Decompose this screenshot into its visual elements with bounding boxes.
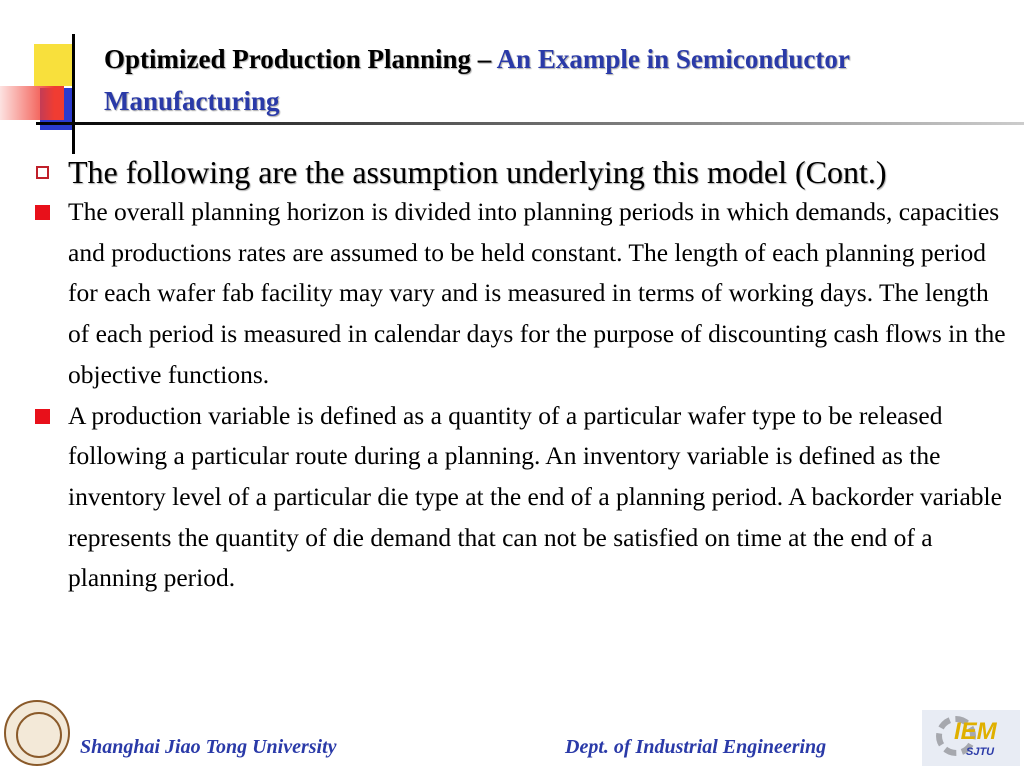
bullet-text: A production variable is defined as a quantity of a particular wafer type to be released following a particular route during a planning. An inventory variable is defined as the inventory level of a particular die type at the end of a planning period. A backorder variable represents the quantity of die demand that can not be satisfied on time at the end of a planning period. — [68, 400, 1002, 593]
title-plain: Optimized Production Planning – — [104, 44, 497, 74]
red-square-bullet-icon — [35, 205, 50, 220]
bullet-item — [30, 192, 1015, 396]
decor-vertical-line — [72, 34, 75, 154]
red-square-bullet-icon — [35, 409, 50, 424]
seal-inner-ring — [16, 712, 62, 758]
iem-logo — [922, 710, 1020, 766]
lead-text: The following are the assumption underlying this model (Cont.) — [68, 154, 887, 190]
footer-university: Shanghai Jiao Tong University — [80, 736, 337, 758]
header-divider — [36, 122, 1024, 125]
footer-department: Dept. of Industrial Engineering — [565, 736, 827, 758]
slide-content — [30, 152, 1015, 599]
hollow-square-bullet-icon — [36, 166, 49, 179]
decor-yellow-square — [34, 44, 74, 86]
bullet-item — [30, 396, 1015, 600]
logo-subtext: SJTU — [966, 746, 995, 758]
university-seal-logo — [4, 700, 70, 766]
logo-text: IEM — [954, 718, 997, 745]
title-accent: An Example in Semiconductor Manufacturing — [104, 44, 850, 116]
decor-red-bar — [0, 86, 64, 120]
slide-title — [104, 38, 984, 122]
lead-item — [30, 152, 1015, 192]
bullet-text: The overall planning horizon is divided into planning periods in which demands, capacities and productions rates are assumed to be held constant. The length of each planning period for each wafer fab facility may vary and is measured in terms of working days. The length of each period is measured in calendar days for the purpose of discounting cash flows in the objective functions. — [68, 197, 1006, 389]
